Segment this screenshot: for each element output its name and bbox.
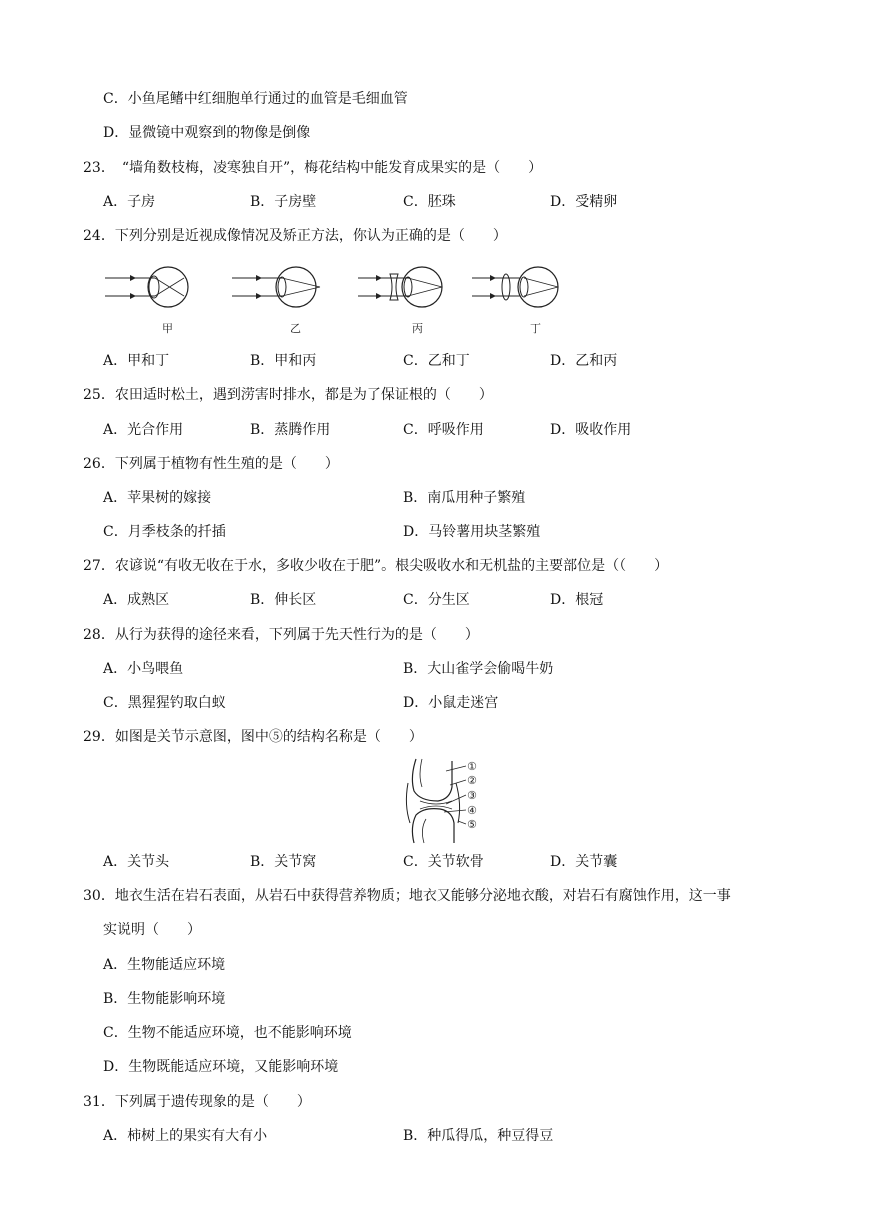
q23-option-a: A．子房 [103, 194, 156, 210]
q29-option-c: C．关节软骨 [403, 854, 484, 870]
q25-option-b: B．蒸腾作用 [250, 422, 331, 438]
q26-option-a: A．苹果树的嫁接 [103, 490, 212, 506]
q28-option-c: C．黑猩猩钓取白蚁 [103, 695, 226, 711]
q24-option-d: D．乙和丙 [550, 353, 618, 369]
figure-label-bing: 丙 [412, 322, 423, 335]
q27-option-a: A．成熟区 [103, 592, 170, 608]
option-c-prev: C．小鱼尾鳍中红细胞单行通过的血管是毛细血管 [103, 91, 408, 107]
q31-option-a: A．柿树上的果实有大有小 [103, 1128, 268, 1144]
question-30-stem: 30．地衣生活在岩石表面，从岩石中获得营养物质；地衣又能够分泌地衣酸，对岩石有腐蚀作用，这一事 [83, 888, 731, 904]
q31-option-b: B．种瓜得瓜，种豆得豆 [403, 1128, 554, 1144]
q26-option-c: C．月季枝条的扦插 [103, 524, 226, 540]
q25-option-d: D．吸收作用 [550, 422, 632, 438]
figure-label-yi: 乙 [290, 322, 301, 335]
question-23-stem: 23． “墙角数枝梅，凌寒独自开”，梅花结构中能发育成果实的是（ ） [83, 160, 543, 176]
q29-option-a: A．关节头 [103, 854, 170, 870]
q26-option-b: B．南瓜用种子繁殖 [403, 490, 526, 506]
eye-diagram-yi [232, 267, 320, 335]
q27-option-d: D．根冠 [550, 592, 604, 608]
joint-label-4: ④ [467, 804, 477, 817]
question-28-stem: 28．从行为获得的途径来看，下列属于先天性行为的是（ ） [83, 627, 479, 643]
joint-label-3: ③ [467, 789, 477, 802]
q30-option-a: A．生物能适应环境 [103, 957, 226, 973]
q30-option-d: D．生物既能适应环境，又能影响环境 [103, 1059, 339, 1075]
q23-option-d: D．受精卵 [550, 194, 618, 210]
question-31-stem: 31．下列属于遗传现象的是（ ） [83, 1094, 311, 1110]
q25-option-a: A．光合作用 [103, 422, 184, 438]
q30-option-b: B．生物能影响环境 [103, 991, 226, 1007]
q29-option-b: B．关节窝 [250, 854, 317, 870]
q29-option-d: D．关节囊 [550, 854, 618, 870]
q28-option-d: D．小鼠走迷宫 [403, 695, 499, 711]
eye-diagram-ding [472, 267, 558, 335]
figure-label-ding: 丁 [530, 322, 541, 335]
question-29-stem: 29．如图是关节示意图，图中⑤的结构名称是（ ） [83, 729, 423, 745]
joint-diagram [402, 757, 482, 845]
figure-label-jia: 甲 [162, 322, 173, 335]
q27-option-b: B．伸长区 [250, 592, 317, 608]
joint-label-5: ⑤ [467, 818, 477, 831]
question-24-stem: 24．下列分别是近视成像情况及矫正方法，你认为正确的是（ ） [83, 228, 507, 244]
q26-option-d: D．马铃薯用块茎繁殖 [403, 524, 541, 540]
q23-option-c: C．胚珠 [403, 194, 456, 210]
question-26-stem: 26．下列属于植物有性生殖的是（ ） [83, 456, 339, 472]
eye-diagram-jia [105, 267, 188, 335]
q27-option-c: C．分生区 [403, 592, 470, 608]
q24-option-b: B．甲和丙 [250, 353, 317, 369]
q28-option-a: A．小鸟喂鱼 [103, 661, 184, 677]
option-d-prev: D．显微镜中观察到的物像是倒像 [103, 125, 311, 141]
joint-label-2: ② [467, 774, 477, 787]
question-27-stem: 27．农谚说“有收无收在于水，多收少收在于肥”。根尖吸收水和无机盐的主要部位是（（ ） [83, 558, 669, 574]
eye-vision-figure [100, 262, 600, 342]
question-30-stem-cont: 实说明（ ） [103, 922, 201, 938]
q25-option-c: C．呼吸作用 [403, 422, 484, 438]
q28-option-b: B．大山雀学会偷喝牛奶 [403, 661, 554, 677]
question-25-stem: 25．农田适时松土，遇到涝害时排水，都是为了保证根的（ ） [83, 387, 493, 403]
q24-option-a: A．甲和丁 [103, 353, 170, 369]
q24-option-c: C．乙和丁 [403, 353, 470, 369]
eye-diagram-bing [358, 267, 442, 335]
joint-label-1: ① [467, 760, 477, 773]
q23-option-b: B．子房壁 [250, 194, 317, 210]
q30-option-c: C．生物不能适应环境，也不能影响环境 [103, 1025, 352, 1041]
